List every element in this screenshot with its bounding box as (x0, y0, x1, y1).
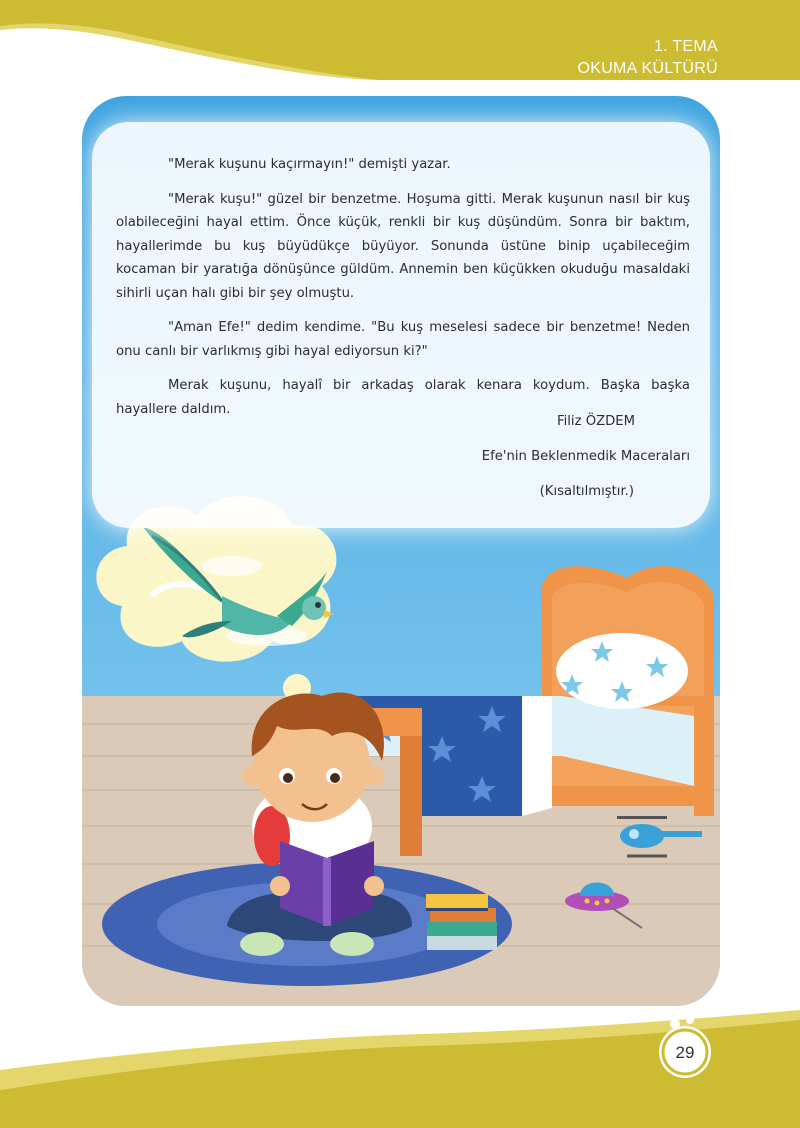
paragraph-3: "Aman Efe!" dedim kendime. "Bu kuş meselesi sadece bir benzetme! Neden onu canlı bir varlıkmış gibi hayal ediyorsun ki?" (116, 320, 690, 359)
theme-header (577, 36, 718, 80)
source-credits (482, 404, 690, 509)
page-number: 29 (675, 1043, 695, 1062)
author-name: Filiz ÖZDEM (556, 414, 635, 429)
theme-title: OKUMA KÜLTÜRÜ (577, 60, 718, 77)
paragraph-2: "Merak kuşu!" güzel bir benzetme. Hoşuma gitti. Merak kuşunun nasıl bir kuş olabileceğini hayal ettim. Önce küçük, renkli bir kuş düşündüm. Sonra bir baktım, hayallerimde bu kuş büyüdükçe büyüyor. Sonunda üstüne binip uçabileceğim kocaman bir yaratığa dönüşünce güldüm. Annemin ben küçükken okuduğu masaldaki sihirli uçan halı gibi bir şey olmuştu. (116, 191, 690, 301)
paragraph-1: "Merak kuşunu kaçırmayın!" demişti yazar. (168, 157, 451, 172)
bottom-footer-band (0, 1010, 800, 1128)
story-text (116, 153, 690, 432)
book-title: Efe'nin Beklenmedik Maceraları (481, 449, 690, 464)
theme-number: 1. TEMA (653, 38, 718, 55)
paragraph-4: Merak kuşunu, hayalî bir arkadaş olarak kenara koydum. Başka başka hayallere daldım. (116, 378, 690, 417)
book-stack-icon (426, 894, 497, 950)
abridged-note: (Kısaltılmıştır.) (539, 484, 634, 499)
